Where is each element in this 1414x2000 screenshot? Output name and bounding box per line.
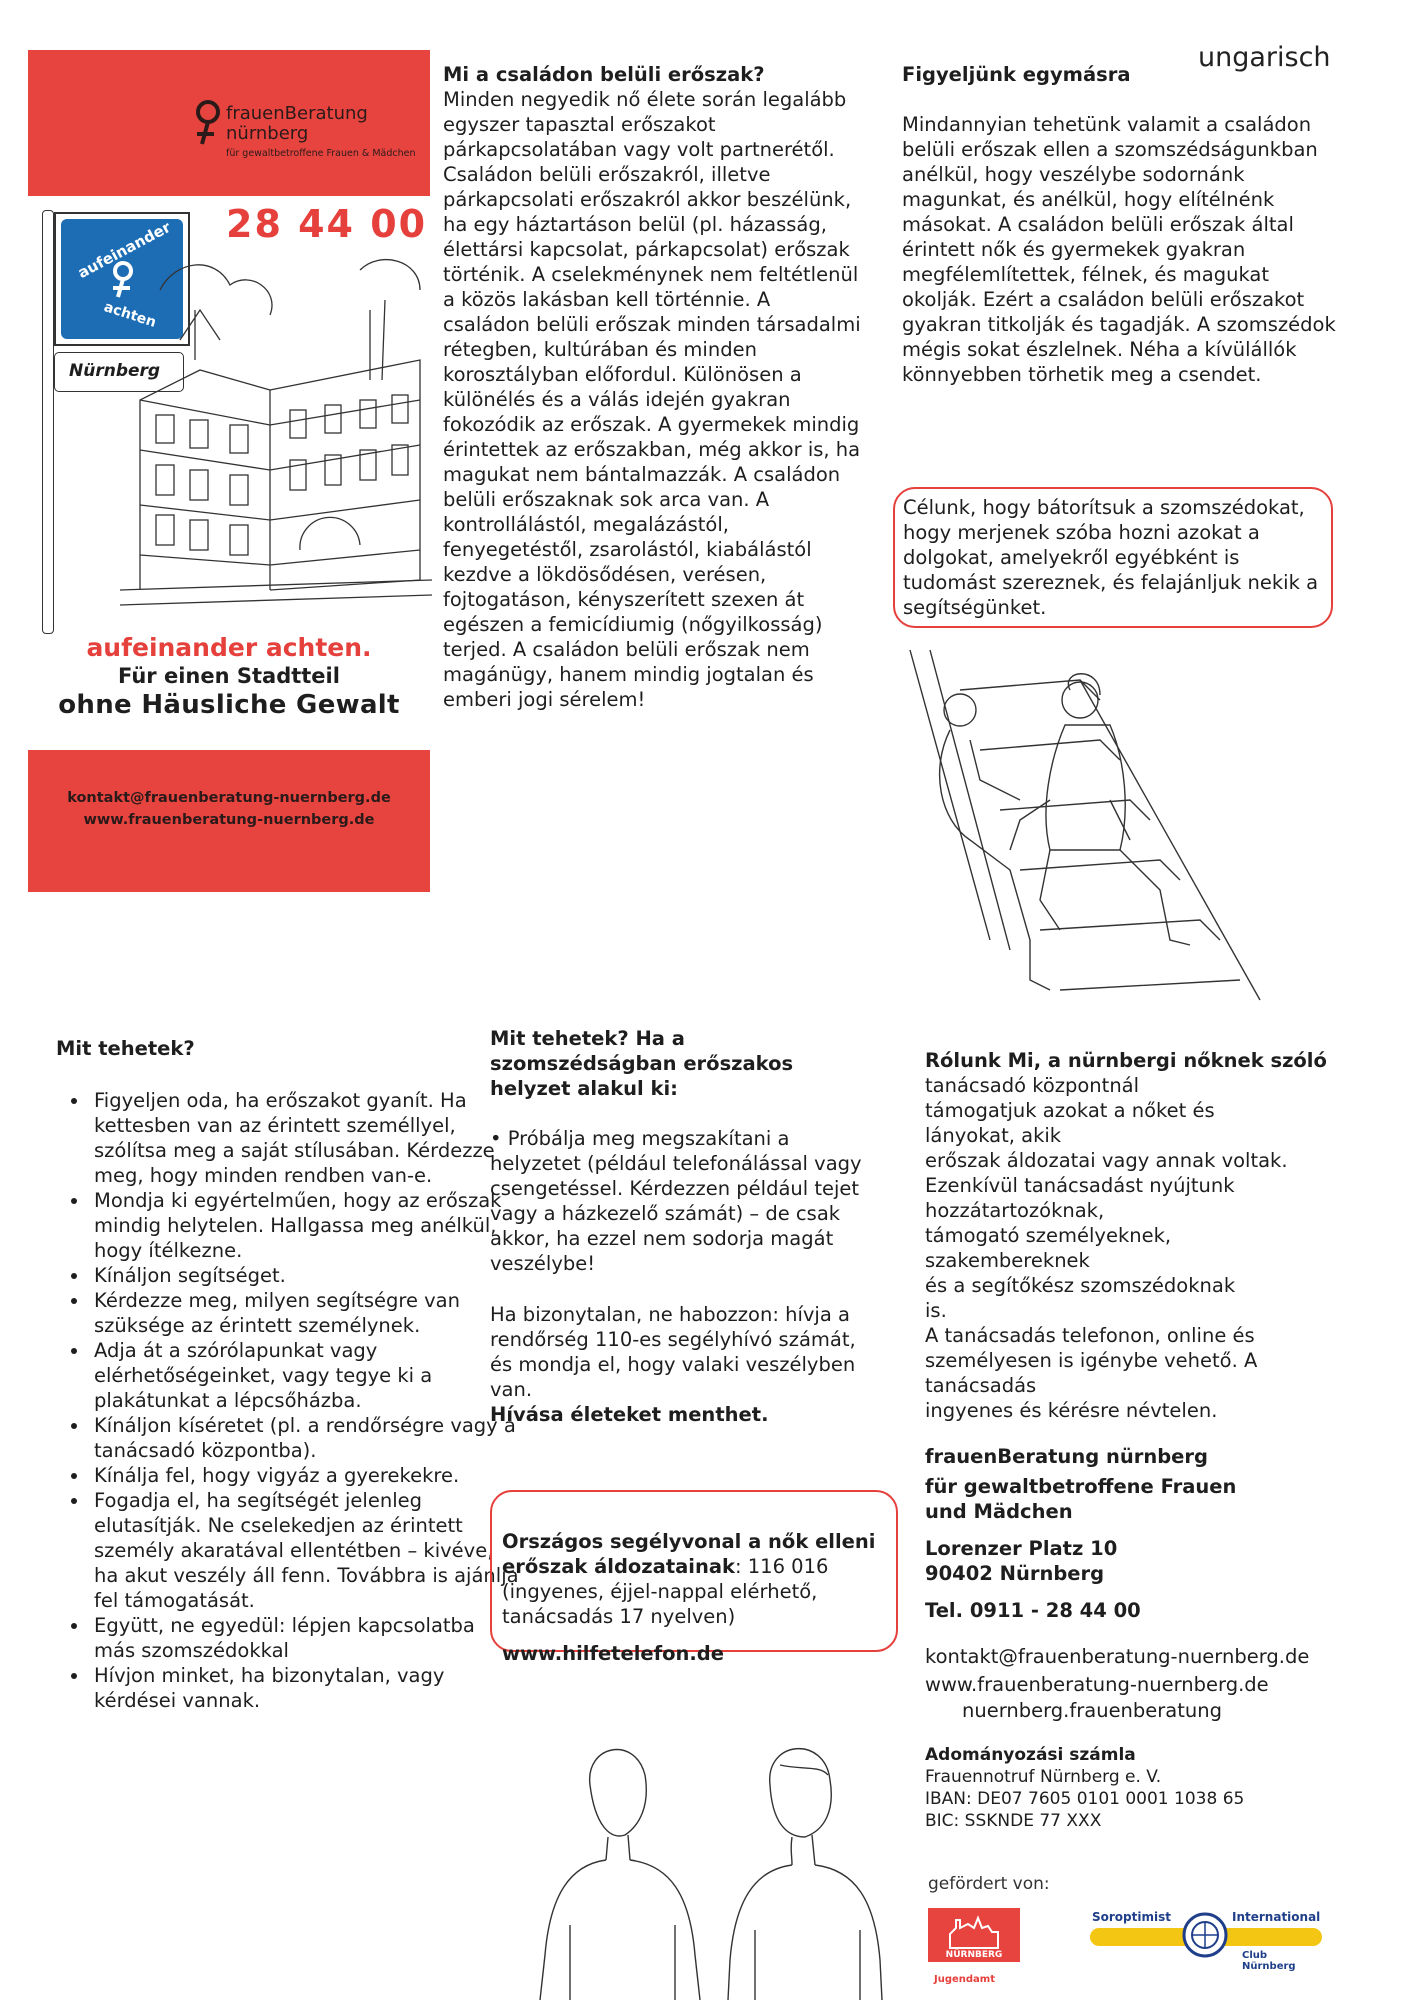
neighborhood-para2-bold: Hívása életeket menthet. [490,1403,769,1426]
logo-line2: nürnberg [226,123,309,144]
org-social[interactable]: nuernberg.frauenberatung [962,1699,1223,1722]
hotline-box [490,1490,898,1665]
list-item: • Adja át a szórólapunkat vagy elérhetőségeinket, vagy tegye ki a plakátunkat a lépcsőházba. [90,1338,520,1413]
hotline-web[interactable]: www.hilfetelefon.de [502,1642,724,1665]
contact-web[interactable]: www.frauenberatung-nuernberg.de [83,812,375,828]
contact-email[interactable]: kontakt@frauenberatung-nuernberg.de [67,790,391,806]
sponsored-by: gefördert von: [928,1874,1050,1894]
list-item: • Figyeljen oda, ha erőszakot gyanít. Ha kettesben van az érintett személlyel, szólítsa meg a saját stílusában. Kérdezze meg, hogy minden rendben van-e. [90,1088,520,1188]
phone-number: 28 44 00 [226,202,428,246]
logo-panel [28,50,430,196]
org-tel: Tel. 0911 - 28 44 00 [925,1599,1141,1622]
goal-callout-text: Célunk, hogy bátorítsuk a szomszédokat, hogy merjenek szóba hozni azokat a dolgokat, amelyekről egyébként is tudomást szereznek, és felajánljuk nekik a segítségünket. [903,496,1319,619]
two-women-illustration [530,1725,890,2000]
goal-callout [893,487,1333,628]
contact-panel [28,750,430,892]
hotline-title: Országos segélyvonal a nők elleni erőszak áldozatainak [502,1530,876,1578]
city-sign-label: Nürnberg [69,361,161,381]
slogan-red: aufeinander achten. [86,633,372,662]
hotline-number: : 116 016 [735,1555,829,1578]
list-item: • Fogadja el, ha segítségét jelenleg elutasítják. Ne cselekedjen az érintett személy akaratával ellentétben – kivéve, ha akut veszély áll fenn. Továbbra is ajánlja fel támogatását. [90,1488,520,1613]
violence-heading: Mi a családon belüli erőszak? [443,63,765,86]
city-skyline-icon [948,1914,1000,1950]
soroptimist-emblem-icon [1182,1910,1228,1960]
language-label: ungarisch [1198,42,1331,73]
sponsor2-sub: Club Nürnberg [1242,1950,1296,1972]
sponsor2-name2: International [1232,1910,1321,1924]
sponsor1-sub: Jugendamt [934,1974,996,1985]
nuernberg-jugendamt-logo [928,1908,1020,1996]
slogan-line3: ohne Häusliche Gewalt [58,690,400,720]
donation-body: Frauennotruf Nürnberg e. V. IBAN: DE07 7605 0101 0001 1038 65 BIC: SSKNDE 77 XXX [925,1767,1245,1831]
sponsor1-name: NÜRNBERG [945,1950,1003,1960]
list-item: • Hívjon minket, ha bizonytalan, vagy kérdései vannak. [90,1663,520,1713]
sign-text-top: aufeinander [74,218,174,282]
donation-heading: Adományozási számla [925,1745,1136,1765]
hotline-note: (ingyenes, éjjel-nappal elérhető, tanácsadás 17 nyelven) [502,1580,818,1628]
list-item: • Kínáljon segítséget. [90,1263,520,1288]
neighborhood-para1: • Próbálja meg megszakítani a helyzetet (például telefonálással vagy csengetéssel. Kérdezzen például tejet vagy a házkezelő számát) – de csak akkor, ha ezzel nem sodorja magát veszélybe! [490,1127,862,1275]
what-can-i-do-list [56,1088,520,1713]
org-subtitle: für gewaltbetroffene Frauen und Mädchen [925,1475,1237,1523]
list-item: • Mondja ki egyértelműen, hogy az erőszak mindig helytelen. Hallgassa meg anélkül, hogy ítélkezne. [90,1188,520,1263]
attention-heading: Figyeljünk egymásra [902,63,1131,86]
sponsor2-name: Soroptimist [1092,1910,1171,1924]
list-item: • Kérdezze meg, milyen segítségre van szüksége az érintett személynek. [90,1288,520,1338]
logo-line3: für gewaltbetroffene Frauen & Mädchen [226,148,416,159]
sign-text-bottom: achten [101,299,159,331]
attention-body: Mindannyian tehetünk valamit a családon belüli erőszak ellen a szomszédságunkban anélkül, hogy veszélybe sodornánk magunkat, és anélkül, hogy elítélnénk másokat. A családon belüli erőszak által érintett nők és gyermekek gyakran megfélemlítettek, félnek, és magukat okolják. Ezért a családon belüli erőszakot gyakran titkolják és tagadják. A szomszédok mégis sokat észlelnek. Néha a kívülállók könnyebben törhetik meg a csendet. [902,113,1336,386]
org-web[interactable]: www.frauenberatung-nuernberg.de [925,1673,1269,1696]
org-email[interactable]: kontakt@frauenberatung-nuernberg.de [925,1645,1310,1668]
women-on-stairs-illustration [900,640,1280,1010]
list-item: • Kínáljon kíséretet (pl. a rendőrségre vagy a tanácsadó központba). [90,1413,520,1463]
slogan-line2: Für einen Stadtteil [118,664,340,688]
soroptimist-logo [1090,1910,1322,1970]
what-can-i-do-heading: Mit tehetek? [56,1037,195,1060]
about-body: tanácsadó központnál támogatjuk azokat a nőket és lányokat, akik erőszak áldozatai vagy annak voltak. Ezenkívül tanácsadást nyújtunk hozzátartozóknak, támogató személyeknek, szakembereknek és a segítőkész szomszédoknak is. A tanácsadás telefonon, online és személyesen is igénybe vehető. A tanácsadás ingyenes és kérésre névtelen. [925,1074,1288,1422]
building-illustration [120,250,432,620]
neighborhood-para2: Ha bizonytalan, ne habozzon: hívja a rendőrség 110-es segélyhívó számát, és mondja el, hogy valaki veszélyben van. [490,1303,856,1401]
instagram-icon [930,1694,952,1716]
org-name: frauenBeratung nürnberg [925,1445,1208,1468]
org-address: Lorenzer Platz 10 90402 Nürnberg [925,1537,1118,1585]
frauenberatung-logo-icon [188,98,224,148]
about-heading: Rólunk Mi, a nürnbergi nőknek szóló [925,1049,1327,1072]
list-item: • Együtt, ne egyedül: lépjen kapcsolatba más szomszédokkal [90,1613,520,1663]
sign-pole [42,210,54,634]
list-item: • Kínálja fel, hogy vigyáz a gyerekekre. [90,1463,520,1488]
neighborhood-heading: Mit tehetek? Ha a szomszédságban erőszakos helyzet alakul ki: [490,1027,794,1100]
logo-line1: frauenBeratung [226,103,368,124]
violence-body: Minden negyedik nő élete során legalább egyszer tapasztal erőszakot párkapcsolatában vagy volt partnerétől. Családon belüli erőszakról, illetve párkapcsolati erőszakról akkor beszélünk, ha egy háztartáson belül (pl. házasság, élettársi kapcsolat, párkapcsolat) erőszak történik. A cselekménynek nem feltétlenül a közös lakásban kell történnie. A családon belüli erőszak minden társadalmi rétegben, kultúrában és minden korosztályban előfordul. Különösen a különélés és a válás idején gyakran fokozódik az erőszak. A gyermekek mindig érintettek az erőszakban, még akkor is, ha magukat nem bántalmazzák. A családon belüli erőszaknak sok arca van. A kontrollálástól, megalázástól, fenyegetéstől, zsarolástól, kiabálástól kezdve a lökdösődésen, verésen, fojtogatáson, kényszerített szexen át egészen a femicídiumig (nőgyilkosság) terjed. A családon belüli erőszak nem magánügy, hanem mindig jogtalan és emberi jogi sérelem! [443,88,861,711]
